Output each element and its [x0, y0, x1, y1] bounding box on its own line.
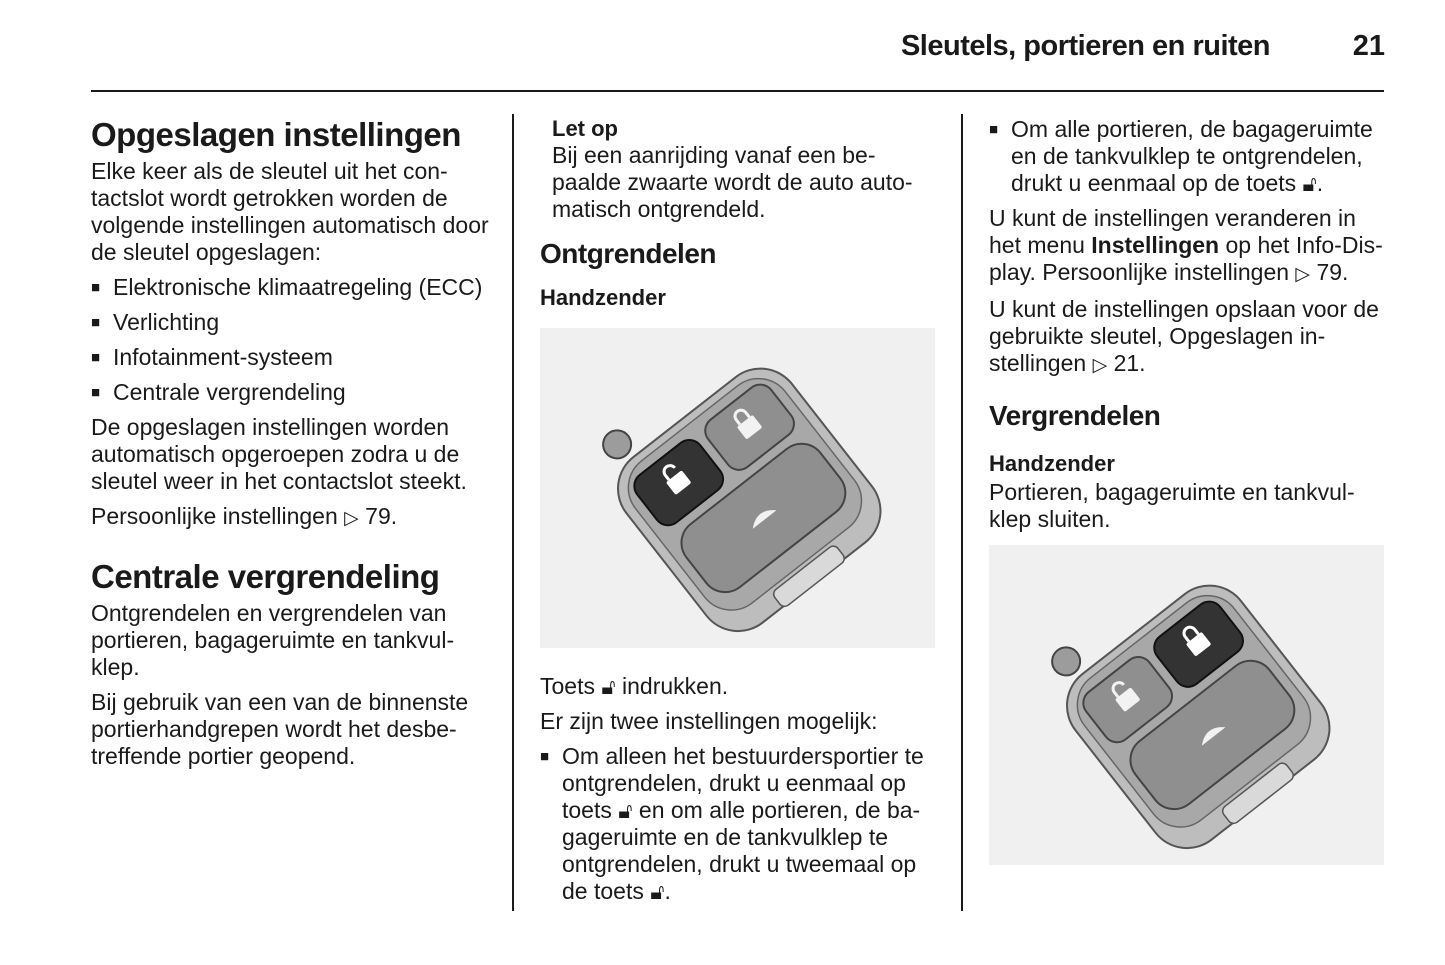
column-divider-1 [512, 114, 514, 911]
paragraph-central: Ontgrendelen en vergrendelen van portieren, bagageruimte en tankvul-klep. [91, 600, 455, 680]
bullet-text-b: en om alle portieren, de ba-gageruimte en de tankvulklep te ontgrendelen, drukt u tweemaal op de toets [562, 797, 921, 904]
stored-settings-list [91, 274, 496, 406]
reference-arrow-icon: ▷ [1295, 264, 1311, 285]
unlock-options-list [540, 743, 940, 905]
press-post: indrukken. [622, 673, 729, 699]
column-2-lower [540, 673, 940, 913]
heading-unlocking: Ontgrendelen [540, 238, 717, 269]
reference-page: 21. [1113, 350, 1146, 376]
menu-name-settings: Instellingen [1091, 232, 1220, 258]
key-fob-lock-illustration [989, 545, 1384, 865]
heading-stored-settings: Opgeslagen instellingen [91, 116, 461, 153]
subheading-transmitter: Handzender [989, 451, 1115, 476]
key-fob-unlock-svg [540, 328, 935, 648]
change-text-b: op het Info-Dis-play. Persoonlijke instellingen [989, 232, 1383, 285]
reference-page: 79. [1316, 259, 1349, 285]
list-item: ■ Centrale vergrendeling [91, 379, 496, 406]
list-item: ■ Om alleen het bestuurdersportier te ontgrendelen, drukt u eenmaal op toets 🔓︎ en om alle portieren, de ba-gageruimte en de tankvulklep te ontgrendelen, drukt u tweemaal op de toets 🔓︎. [540, 743, 940, 905]
page-number: 21 [1352, 30, 1385, 62]
note-text: Bij een aanrijding vanaf een be-paalde zwaarte wordt de auto auto-matisch ontgrendeld. [552, 142, 913, 222]
reference-arrow-icon: ▷ [1092, 355, 1108, 376]
reference-page: 79. [365, 503, 398, 529]
reference-personal-settings [91, 503, 496, 532]
press-pre: Toets [540, 673, 595, 699]
list-item: ■ Verlichting [91, 309, 496, 336]
paragraph-close: Portieren, bagageruimte en tankvul-klep sluiten. [989, 479, 1355, 532]
unlock-icon: 🔓︎ [618, 798, 633, 823]
paragraph-recall: De opgeslagen instellingen worden automatisch opgeroepen zodra u de sleutel weer in het contactslot steekt. [91, 414, 467, 494]
column-2 [540, 116, 940, 311]
unlock-icon: 🔓︎ [1302, 171, 1317, 196]
column-divider-2 [961, 114, 963, 911]
paragraph-save-settings [989, 296, 1384, 379]
heading-central-locking: Centrale vergrendeling [91, 558, 440, 595]
change-text-a: U kunt de instellingen veranderen in het menu [989, 205, 1356, 258]
page-header-title: Sleutels, portieren en ruiten [900, 30, 1270, 62]
bullet-text-a: Om alleen het bestuurdersportier te ontgrendelen, drukt u eenmaal op toets [562, 743, 924, 823]
heading-locking: Vergrendelen [989, 400, 1161, 431]
paragraph-stored: Elke keer als de sleutel uit het con-tactslot wordt getrokken worden de volgende instellingen automatisch door de sleutel opgeslagen: [91, 158, 489, 265]
save-text: U kunt de instellingen opslaan voor de gebruikte sleutel, Opgeslagen in-stellingen [989, 296, 1379, 376]
header-divider [91, 90, 1384, 92]
list-item: ■ Elektronische klimaatregeling (ECC) [91, 274, 496, 301]
paragraph-change-settings [989, 205, 1384, 288]
reference-text: Persoonlijke instellingen [91, 503, 338, 529]
list-item: ■ Infotainment-systeem [91, 344, 496, 371]
note-title: Let op [552, 116, 618, 141]
list-item: ■ Om alle portieren, de bagageruimte en de tankvulklep te ontgrendelen, drukt u eenmaal op de toets 🔓︎. [989, 116, 1384, 197]
column-3 [989, 116, 1384, 541]
note-box [540, 116, 940, 223]
key-fob-lock-svg [989, 545, 1384, 865]
bullet-all-text: Om alle portieren, de bagageruimte en de tankvulklep te ontgrendelen, drukt u eenmaal op de toets [1011, 116, 1373, 196]
paragraph-inner-handles: Bij gebruik van een van de binnenste portierhandgrepen wordt het desbe-treffende portier geopend. [91, 689, 469, 769]
press-button-text [540, 673, 940, 700]
column-1 [91, 116, 496, 778]
unlock-icon: 🔓︎ [601, 674, 616, 699]
key-fob-unlock-illustration [540, 328, 935, 648]
reference-arrow-icon: ▷ [344, 508, 359, 529]
two-settings-text: Er zijn twee instellingen mogelijk: [540, 708, 878, 734]
unlock-all-list [989, 116, 1384, 197]
unlock-icon: 🔓︎ [650, 879, 665, 904]
subheading-transmitter: Handzender [540, 285, 666, 310]
